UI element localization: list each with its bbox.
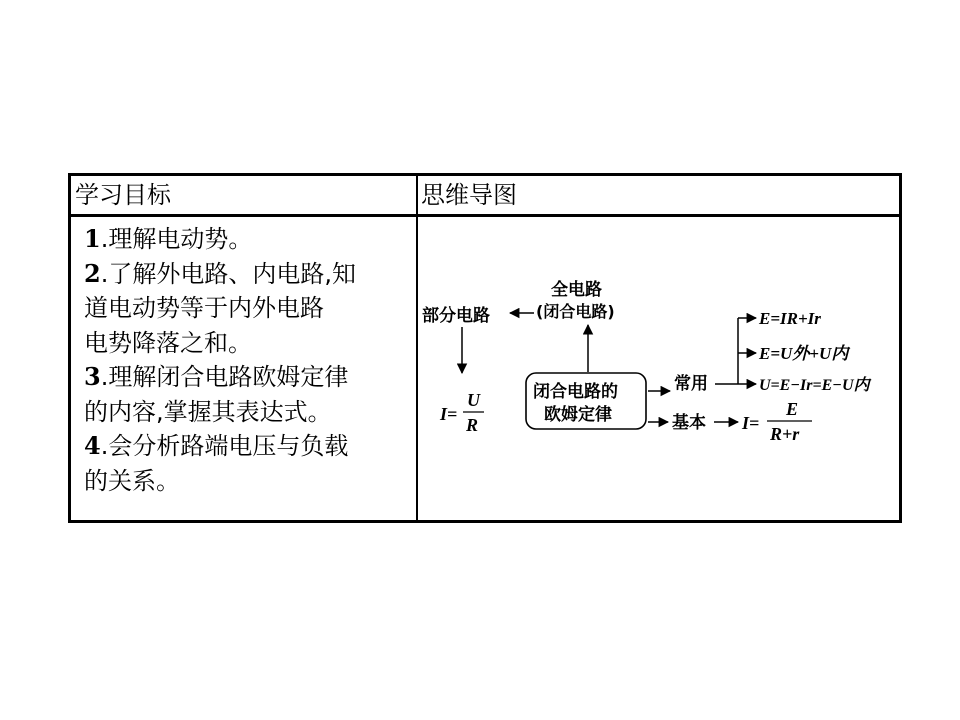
partial-formula-denominator: R [466, 415, 479, 435]
goal-line: 的内容,掌握其表达式。 [84, 397, 332, 426]
common-formula-3: U=E−Ir=E−U内 [759, 377, 870, 394]
goals-list [84, 222, 404, 498]
common-label: 常用 [674, 374, 708, 394]
partial-formula-numerator: U [467, 390, 480, 410]
header-learning-goals: 学习目标 [75, 181, 171, 209]
basic-formula-lhs: I= [742, 413, 760, 433]
goal-item: 1.理解电动势。 [84, 224, 253, 253]
goal-item: 2.了解外电路、内电路,知 [84, 258, 356, 288]
goal-line: 电势降落之和。 [84, 328, 252, 357]
goal-line: 的关系。 [84, 466, 180, 495]
center-line-2: 欧姆定律 [544, 405, 612, 425]
mind-map-diagram [418, 217, 902, 522]
basic-label: 基本 [672, 413, 706, 433]
partial-circuit-label: 部分电路 [422, 306, 490, 326]
partial-formula-lhs: I= [440, 404, 458, 424]
header-mind-map: 思维导图 [421, 181, 517, 209]
center-line-1: 闭合电路的 [533, 382, 618, 402]
common-formula-1: E=IR+Ir [759, 309, 821, 328]
closed-circuit-label: (闭合电路) [536, 302, 615, 321]
full-circuit-label: 全电路 [551, 280, 602, 300]
goal-line: 道电动势等于内外电路 [84, 294, 324, 322]
basic-formula-numerator: E [786, 399, 799, 419]
objectives-table [68, 173, 902, 523]
goal-item: 4.会分析路端电压与负载 [84, 431, 349, 460]
common-formula-2: E=U外+U内 [759, 344, 849, 363]
goal-item: 3.理解闭合电路欧姆定律 [84, 362, 349, 391]
basic-formula-denominator: R+r [770, 424, 800, 444]
